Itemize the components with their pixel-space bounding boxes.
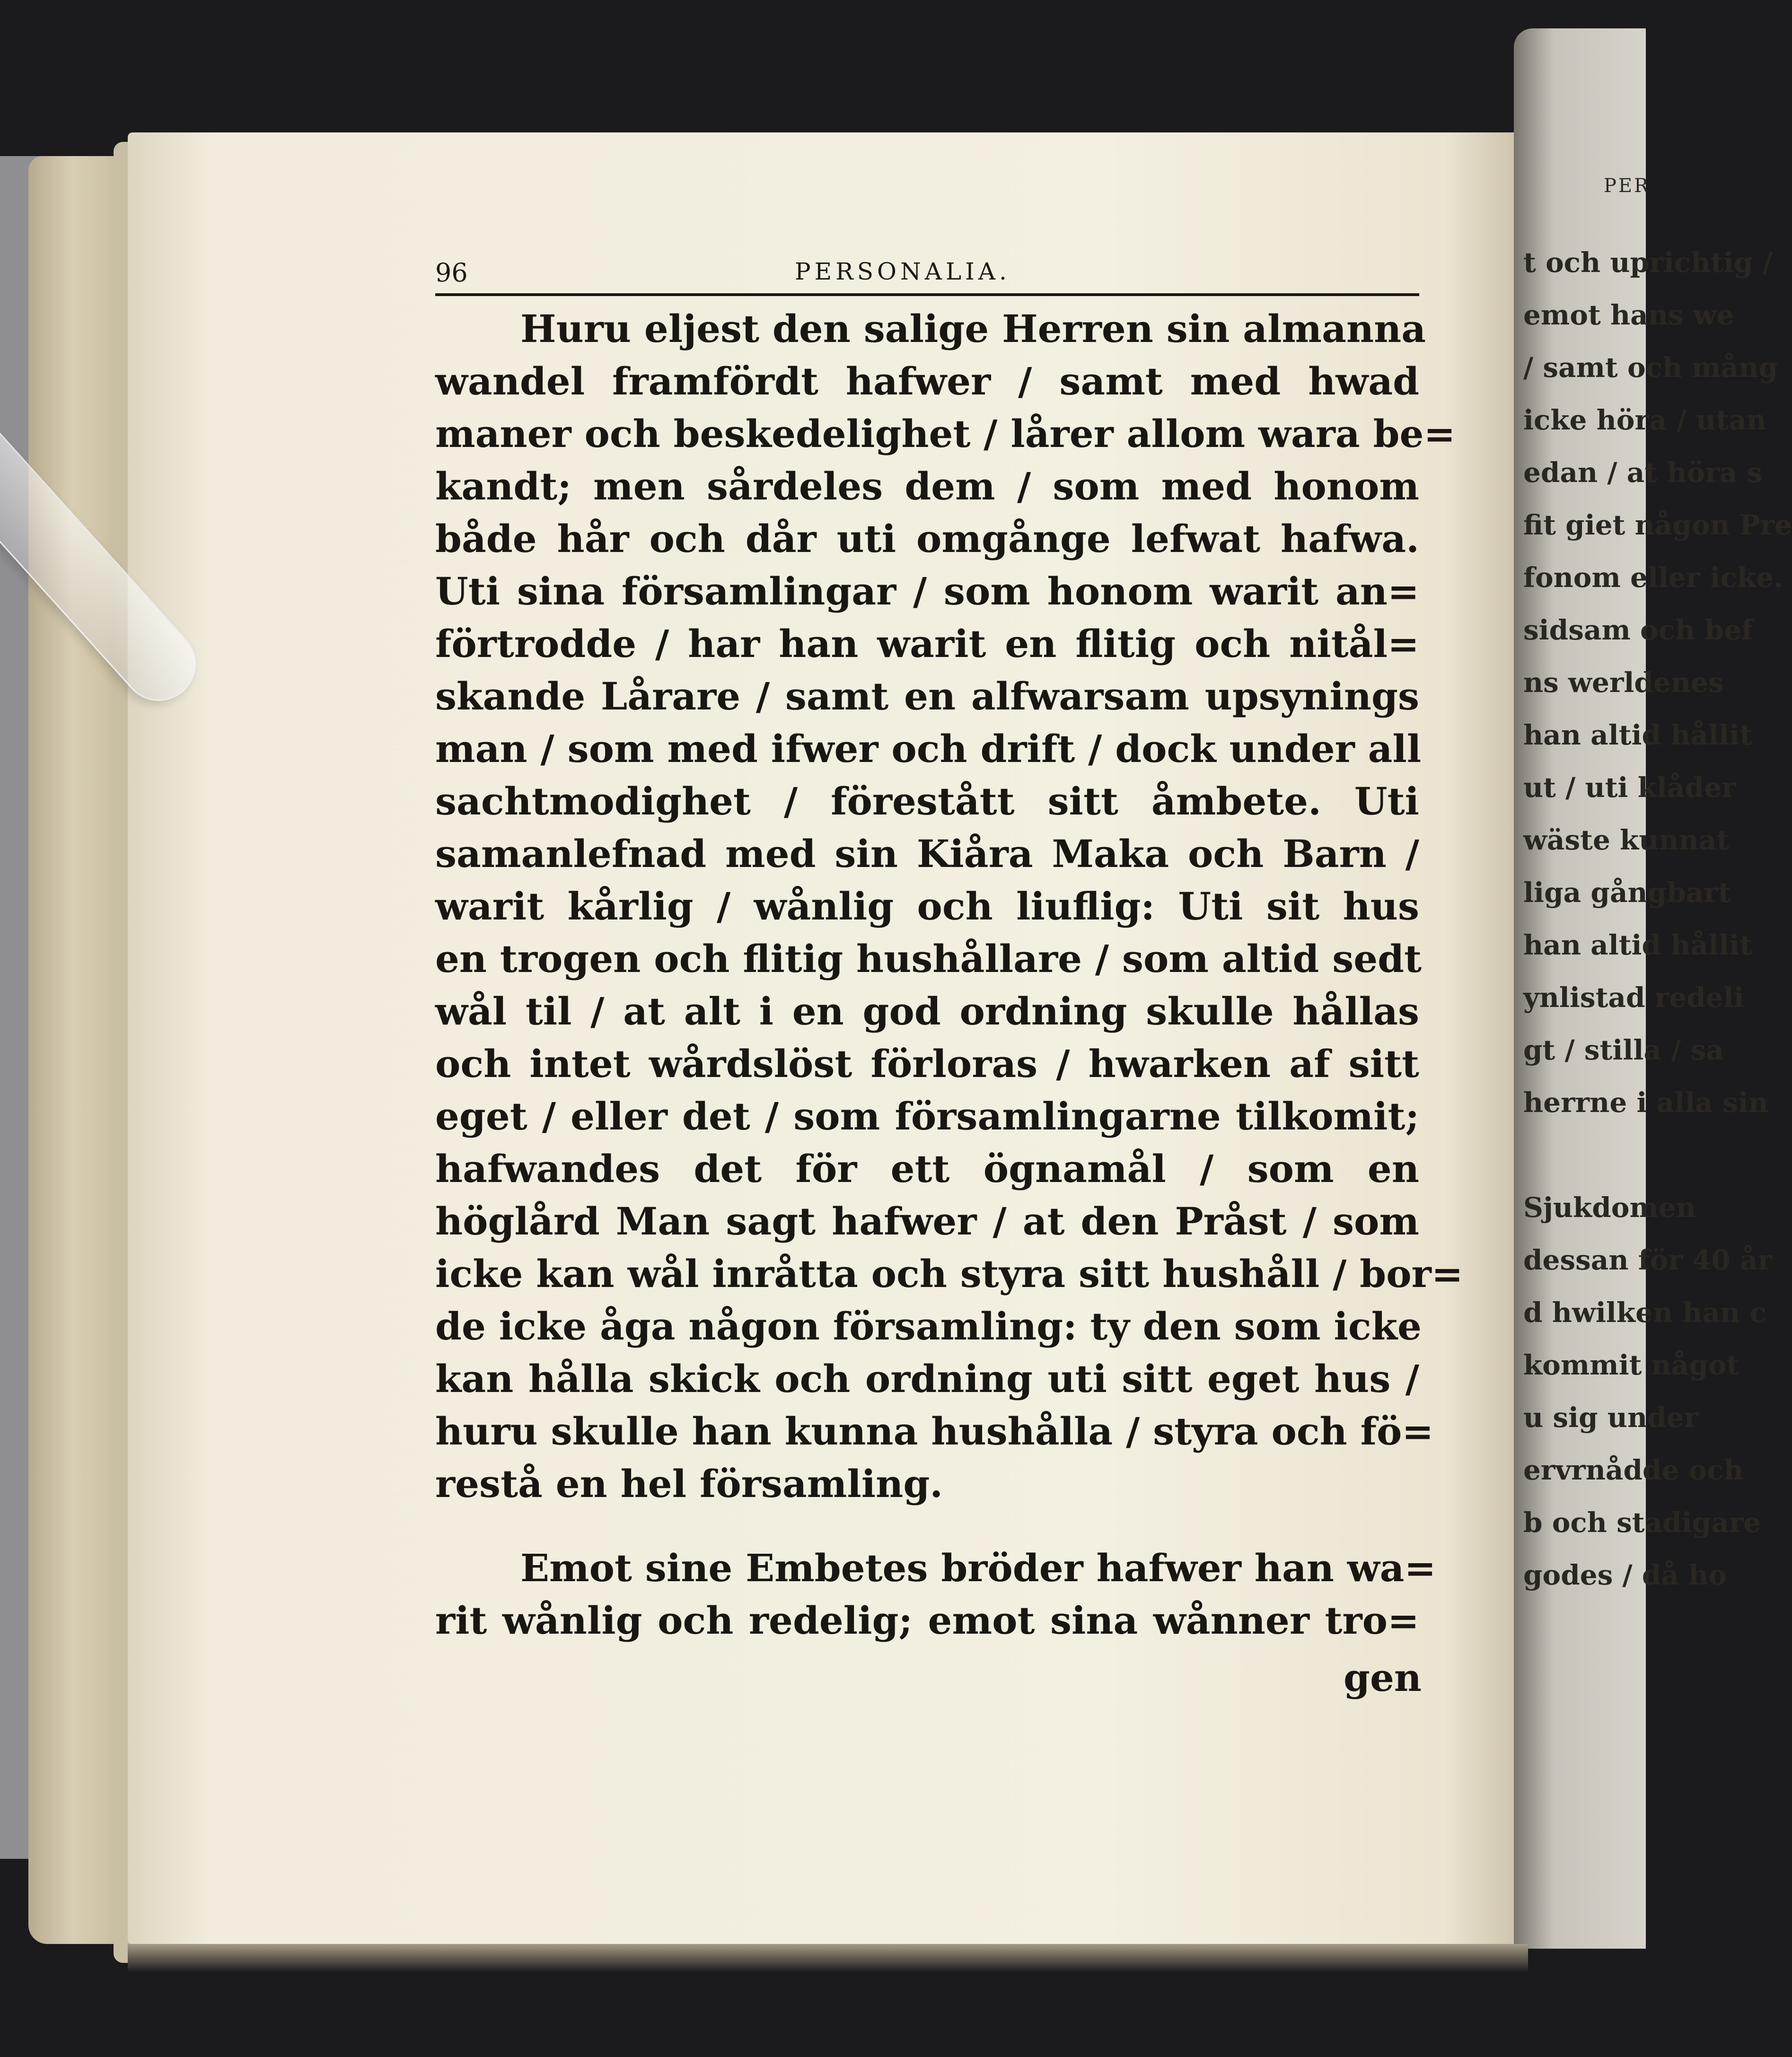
- facing-line: ynlistad redeli: [1523, 981, 1744, 1014]
- facing-line: ut / uti klåder: [1523, 771, 1736, 804]
- facing-line: u sig under: [1523, 1401, 1699, 1434]
- text-line: wål til / at alt i en god ordning skulle hållas: [435, 989, 1419, 1033]
- text-line: en trogen och flitig hushållare / som altid sedt: [435, 937, 1422, 981]
- facing-line: gt / stilla / sa: [1523, 1034, 1724, 1066]
- facing-line: b och stadigare: [1523, 1506, 1761, 1539]
- text-line: icke kan wål inråtta och styra sitt hushåll / bor=: [435, 1252, 1463, 1296]
- text-line: man / som med ifwer och drift / dock under all: [435, 727, 1422, 771]
- facing-line: han altid hållit: [1523, 929, 1752, 961]
- facing-line: emot hans we: [1523, 299, 1734, 331]
- facing-line: liga gångbart: [1523, 876, 1731, 909]
- facing-line: godes / då ho: [1523, 1559, 1727, 1591]
- text-line: warit kårlig / wånlig och liuflig: Uti sit hus: [435, 884, 1419, 928]
- text-line: maner och beskedelighet / lårer allom wara be=: [435, 411, 1456, 456]
- text-line: eget / eller det / som församlingarne tilkomit;: [435, 1094, 1419, 1138]
- header-rule: [435, 293, 1419, 296]
- facing-line: icke höra / utan: [1523, 404, 1766, 436]
- facing-line: d hwilken han c: [1523, 1296, 1766, 1329]
- text-line: förtrodde / har han warit en flitig och nitål=: [435, 621, 1419, 666]
- running-title: PERSONALIA.: [795, 258, 1010, 285]
- text-line: wandel framfördt hafwer / samt med hwad: [435, 359, 1419, 403]
- facing-page-header: PER: [1604, 175, 1651, 197]
- facing-line: t och uprichtig /: [1523, 246, 1773, 279]
- facing-line: sidsam och bef: [1523, 614, 1753, 646]
- text-line: samanlefnad med sin Kiåra Maka och Barn /: [435, 832, 1419, 876]
- text-line: och intet wårdslöst förloras / hwarken af sitt: [435, 1042, 1419, 1086]
- text-line: både hår och dår uti omgånge lefwat hafwa.: [435, 516, 1419, 561]
- text-line: de icke åga någon församling: ty den som icke: [435, 1304, 1422, 1348]
- facing-line: han altid hållit: [1523, 719, 1752, 751]
- text-line: Huru eljest den salige Herren sin almanna: [520, 306, 1426, 351]
- text-line: sachtmodighet / förestått sitt åmbete. Uti: [435, 779, 1419, 823]
- facing-line: [1523, 1129, 1665, 1182]
- facing-page: [1514, 28, 1792, 1949]
- text-line: kandt; men sårdeles dem / som med honom: [435, 464, 1419, 508]
- facing-line: fit giet någon Pre: [1523, 509, 1792, 541]
- text-line: skande Lårare / samt en alfwarsam upsynings: [435, 674, 1419, 718]
- facing-line: fonom eller icke.: [1523, 561, 1783, 594]
- facing-page-text: [1523, 236, 1792, 1602]
- facing-line: Sjukdomen: [1523, 1191, 1696, 1224]
- page-bottom-shadow: [128, 1944, 1528, 1972]
- text-line: rit wånlig och redelig; emot sina wånner tro=: [435, 1598, 1419, 1643]
- facing-line: ns werldenes: [1523, 666, 1724, 699]
- catchword: gen: [1344, 1655, 1422, 1700]
- text-line: kan hålla skick och ordning uti sitt eget hus /: [435, 1357, 1419, 1401]
- text-line: hafwandes det för ett ögnamål / som en: [435, 1147, 1419, 1191]
- facing-line: kommit något: [1523, 1349, 1739, 1381]
- page-header: [435, 258, 1419, 286]
- facing-line: wäste kunnat: [1523, 824, 1730, 856]
- facing-line: / samt och mång: [1523, 351, 1778, 384]
- facing-line: dessan för 40 år: [1523, 1244, 1773, 1276]
- facing-line: edan / at höra s: [1523, 456, 1763, 489]
- text-line: Uti sina församlingar / som honom warit an=: [435, 569, 1419, 613]
- facing-line: herrne i alla sin: [1523, 1086, 1768, 1119]
- page-number: 96: [435, 258, 468, 288]
- text-line: huru skulle han kunna hushålla / styra och fö=: [435, 1409, 1434, 1453]
- text-line: restå en hel församling.: [435, 1462, 943, 1506]
- text-line: höglård Man sagt hafwer / at den Pråst / som: [435, 1199, 1419, 1243]
- text-line: Emot sine Embetes bröder hafwer han wa=: [520, 1546, 1436, 1590]
- paragraph-1: [435, 303, 1463, 1510]
- facing-line: ervrnådde och: [1523, 1454, 1744, 1486]
- paragraph-2: [435, 1542, 1436, 1647]
